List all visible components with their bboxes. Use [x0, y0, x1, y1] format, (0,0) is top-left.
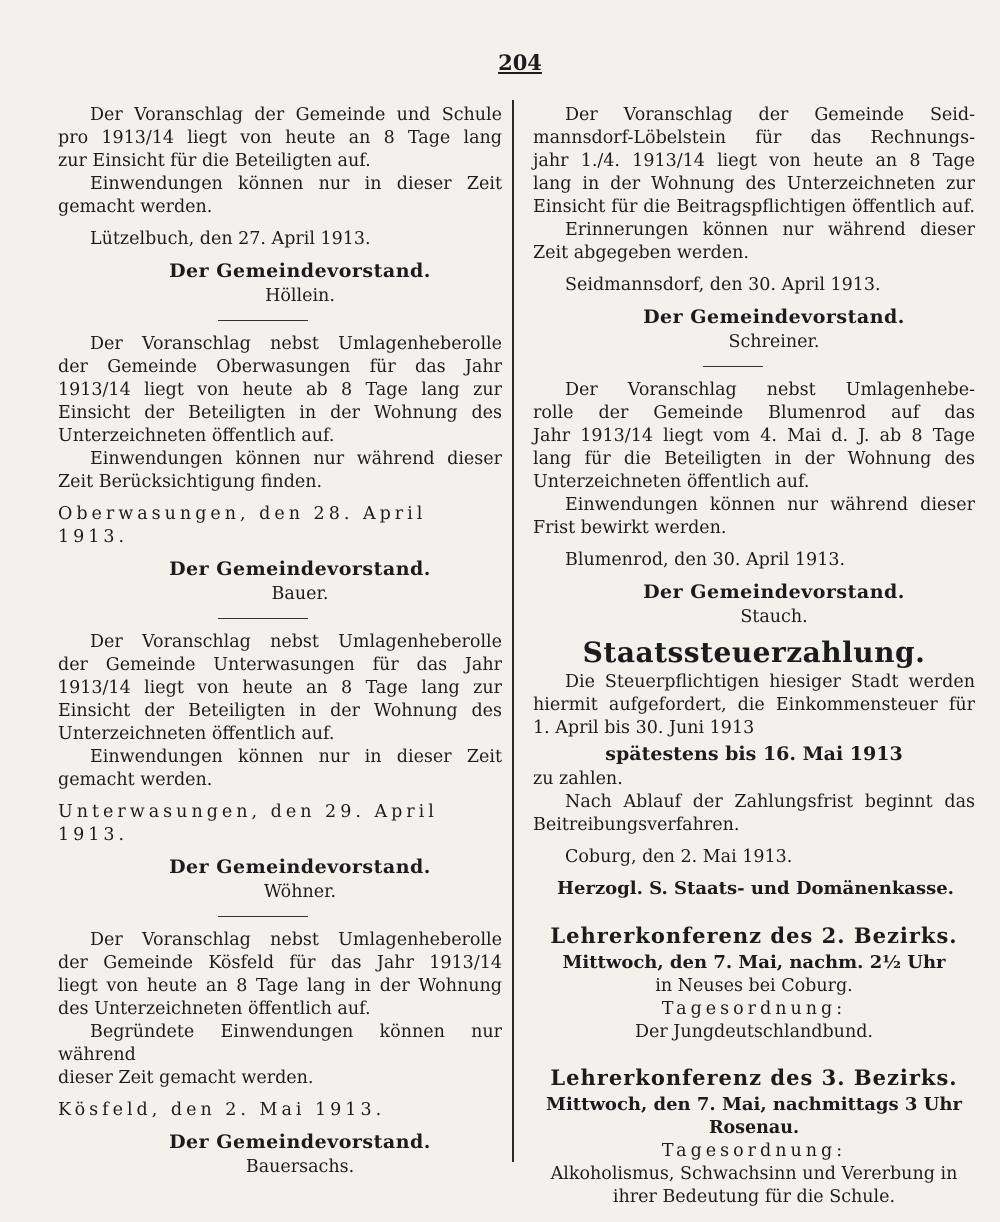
notice-text: 1913/14 liegt von heute ab 8 Tage lang zur — [58, 380, 502, 400]
notice-text: Unterzeichneten öffentlich auf. — [58, 426, 335, 446]
notice-text: zu zahlen. — [533, 769, 623, 789]
payment-deadline: spätestens bis 16. Mai 1913 — [605, 743, 903, 765]
notice-text: hiermit aufgefordert, die Einkommensteuer für — [533, 695, 975, 715]
agenda-item: Der Jungdeutschlandbund. — [634, 1022, 873, 1042]
agenda-item: Alkoholismus, Schwachsinn und Vererbung in — [550, 1164, 958, 1184]
notice-text: Nach Ablauf der Zahlungsfrist beginnt das — [565, 792, 975, 812]
left-column — [58, 104, 502, 1179]
notice-text: der Gemeinde Kösfeld für das Jahr 1913/14 — [58, 953, 502, 973]
notice-text: Unterzeichneten öffentlich auf. — [533, 472, 810, 492]
agenda-item: ihrer Bedeutung für die Schule. — [612, 1187, 896, 1207]
notice-seidmannsdorf — [533, 104, 975, 354]
conference-date: Mittwoch, den 7. Mai, nachm. 2½ Uhr — [562, 952, 946, 973]
notice-text: Jahr 1913/14 liegt vom 4. Mai d. J. ab 8 Tage — [533, 426, 975, 446]
notice-blumenrod — [533, 379, 975, 629]
place-date: Seidmannsdorf, den 30. April 1913. — [565, 275, 881, 295]
notice-text: Einwendungen können nur in dieser Zeit — [90, 174, 502, 194]
notice-text: Beitreibungsverfahren. — [533, 815, 740, 835]
notice-text: 1. April bis 30. Juni 1913 — [533, 718, 755, 738]
notice-text: Begründete Einwendungen können nur während — [58, 1022, 502, 1065]
notice-text: Unterzeichneten öffentlich auf. — [58, 724, 335, 744]
notice-text: gemacht werden. — [58, 770, 213, 790]
signer-name: Schreiner. — [728, 332, 820, 352]
notice-text: Der Voranschlag der Gemeinde Seid- — [565, 105, 975, 125]
notice-text: Zeit abgegeben werden. — [533, 243, 749, 263]
signer-name: Wöhner. — [263, 882, 337, 902]
notice-text: dieser Zeit gemacht werden. — [58, 1068, 314, 1088]
teacher-conference-2 — [533, 922, 975, 1044]
notice-text: lang in der Wohnung des Unterzeichneten zur — [533, 174, 975, 194]
separator-line — [703, 366, 763, 367]
right-column — [533, 104, 975, 1209]
column-divider — [512, 100, 514, 1162]
conference-location: Rosenau. — [708, 1118, 800, 1138]
separator-line — [218, 916, 308, 917]
place-date: Unterwasungen, den 29. April 1913. — [58, 802, 438, 845]
place-date: Coburg, den 2. Mai 1913. — [565, 847, 793, 867]
signer-name: Stauch. — [740, 607, 808, 627]
place-date: Kösfeld, den 2. Mai 1913. — [58, 1100, 386, 1120]
notice-text: Zeit Berücksichtigung finden. — [58, 472, 323, 492]
notice-koesfeld — [58, 929, 502, 1179]
notice-text: Einsicht der Beteiligten in der Wohnung des — [58, 403, 502, 423]
notice-text: der Gemeinde Oberwasungen für das Jahr — [58, 357, 502, 377]
notice-luetzelbuch — [58, 104, 502, 308]
notice-text: mannsdorf-Löbelstein für das Rechnungs- — [533, 128, 975, 148]
signer-name: Höllein. — [265, 286, 335, 306]
signature: Der Gemeindevorstand. — [169, 558, 431, 580]
notice-text: des Unterzeichneten öffentlich auf. — [58, 999, 371, 1019]
signature: Herzogl. S. Staats- und Domänenkasse. — [557, 878, 954, 899]
notice-text: Einsicht der Beteiligten in der Wohnung des — [58, 701, 502, 721]
notice-text: Einsicht für die Beitragspflichtigen öffentlich auf. — [533, 197, 975, 217]
signer-name: Bauersachs. — [245, 1157, 355, 1177]
teacher-conference-3 — [533, 1064, 975, 1209]
notice-text: Der Voranschlag nebst Umlagenheberolle — [90, 334, 502, 354]
conference-date: Mittwoch, den 7. Mai, nachmittags 3 Uhr — [546, 1094, 962, 1115]
notice-unterwasungen — [58, 631, 502, 904]
conference-title: Lehrerkonferenz des 2. Bezirks. — [550, 923, 958, 948]
tax-notice-title: Staatssteuerzahlung. — [582, 636, 926, 669]
signature: Der Gemeindevorstand. — [643, 581, 905, 603]
signature: Der Gemeindevorstand. — [169, 260, 431, 282]
notice-text: Frist bewirkt werden. — [533, 518, 727, 538]
notice-text: Der Voranschlag nebst Umlagenheberolle — [90, 632, 502, 652]
notice-text: lang für die Beteiligten in der Wohnung des — [533, 449, 975, 469]
notice-text: Einwendungen können nur in dieser Zeit — [90, 747, 502, 767]
conference-location: in Neuses bei Coburg. — [655, 976, 853, 996]
signature: Der Gemeindevorstand. — [169, 856, 431, 878]
notice-text: rolle der Gemeinde Blumenrod auf das — [533, 403, 975, 423]
notice-text: der Gemeinde Unterwasungen für das Jahr — [58, 655, 502, 675]
place-date: Lützelbuch, den 27. April 1913. — [90, 229, 371, 249]
agenda-label: Tagesordnung: — [661, 1141, 847, 1161]
signature: Der Gemeindevorstand. — [643, 306, 905, 328]
notice-text: Der Voranschlag der Gemeinde und Schule — [90, 105, 502, 125]
signature: Der Gemeindevorstand. — [169, 1131, 431, 1153]
notice-text: liegt von heute an 8 Tage lang in der Wohnung — [58, 976, 502, 996]
notice-text: Der Voranschlag nebst Umlagenhebe- — [565, 380, 975, 400]
notice-text: Einwendungen können nur während dieser — [565, 495, 975, 515]
separator-line — [218, 320, 308, 321]
notice-text: 1913/14 liegt von heute an 8 Tage lang zur — [58, 678, 502, 698]
signer-name: Bauer. — [271, 584, 329, 604]
conference-title: Lehrerkonferenz des 3. Bezirks. — [550, 1065, 958, 1090]
agenda-label: Tagesordnung: — [661, 999, 847, 1019]
notice-text: Der Voranschlag nebst Umlagenheberolle — [90, 930, 502, 950]
place-date: Oberwasungen, den 28. April 1913. — [58, 504, 427, 547]
separator-line — [218, 618, 308, 619]
notice-text: pro 1913/14 liegt von heute an 8 Tage lang — [58, 128, 502, 148]
notice-text: jahr 1./4. 1913/14 liegt von heute an 8 Tage — [533, 151, 975, 171]
tax-payment-notice — [533, 635, 975, 900]
place-date: Blumenrod, den 30. April 1913. — [565, 550, 846, 570]
page-number: 204 — [498, 50, 542, 75]
notice-text: gemacht werden. — [58, 197, 213, 217]
notice-oberwasungen — [58, 333, 502, 606]
notice-text: Die Steuerpflichtigen hiesiger Stadt werden — [565, 672, 975, 692]
notice-text: zur Einsicht für die Beteiligten auf. — [58, 151, 371, 171]
notice-text: Einwendungen können nur während dieser — [90, 449, 502, 469]
notice-text: Erinnerungen können nur während dieser — [565, 220, 975, 240]
